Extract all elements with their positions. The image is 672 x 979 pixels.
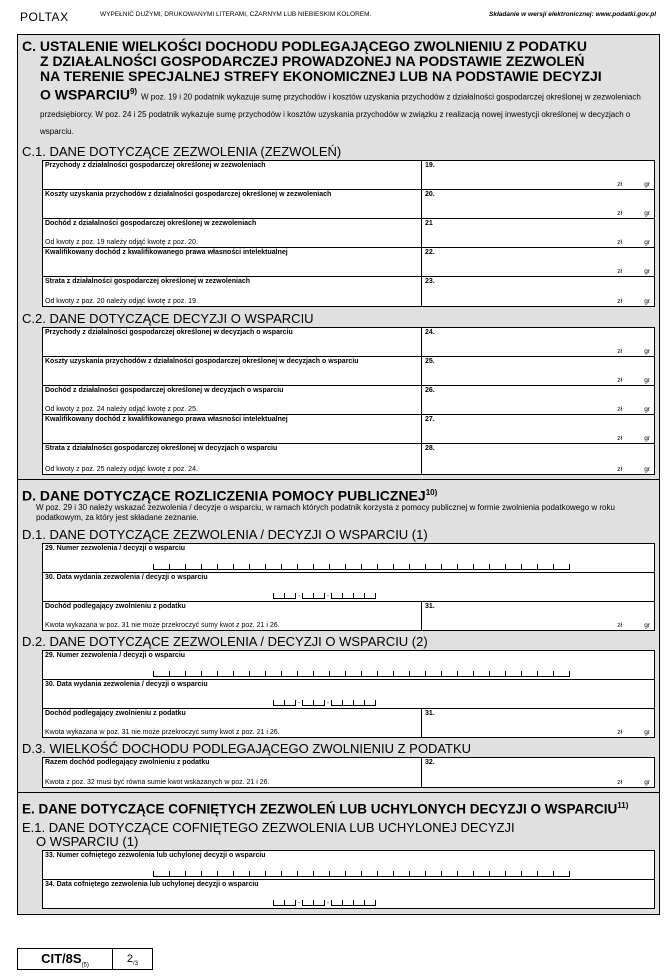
section-d3-rows <box>42 757 655 788</box>
field-row-31-2: Dochód podlegający zwolnieniu z podatku Kwota wykazana w poz. 31 nie może przekroczyć sumy kwot z poz. 21 i 26. 31. zł gr <box>43 709 654 738</box>
section-c2-rows <box>42 327 655 475</box>
form-footer <box>17 948 153 970</box>
field-row-25: Koszty uzyskania przychodów z działalności gospodarczej określonej w decyzjach o wsparciu 25. zł gr <box>43 357 654 386</box>
field-row-32: Razem dochód podlegający zwolnieniu z podatku Kwota z poz. 32 musi być równa sumie kwot wskazanych w poz. 21 i 26. 32. zł gr <box>43 758 654 788</box>
revoked-number-field[interactable]: 33. Numer cofniętego zezwolenia lub uchylonej decyzji o wsparciu <box>43 851 654 879</box>
section-e-title: E. DANE DOTYCZĄCE COFNIĘTYCH ZEZWOLEŃ LUB UCHYLONYCH DECYZJI O WSPARCIU$^{11)}$ <box>22 801 629 817</box>
field-row-19: Przychody z działalności gospodarczej określonej w zezwoleniach 19. zł gr <box>43 161 654 190</box>
amount-field-26[interactable]: 26. zł gr <box>425 386 650 413</box>
section-e1-title: E.1. DANE DOTYCZĄCE COFNIĘTEGO ZEZWOLENIA LUB UCHYLONEJ DECYZJI O WSPARCIU (1) <box>22 819 515 849</box>
amount-field-20[interactable]: 20. zł gr <box>425 190 650 217</box>
amount-field-22[interactable]: 22. zł gr <box>425 248 650 275</box>
fill-instruction: WYPEŁNIĆ DUŻYMI, DRUKOWANYMI LITERAMI, CZARNYM LUB NIEBIESKIM KOLOREM. <box>100 11 372 18</box>
amount-field-25[interactable]: 25. zł gr <box>425 357 650 384</box>
field-row-23: Strata z działalności gospodarczej określonej w zezwoleniach Od kwoty z poz. 20 należy odjąć kwotę z poz. 19. 23. zł gr <box>43 277 654 307</box>
amount-field-31-1[interactable]: 31. zł gr <box>425 603 650 630</box>
revoked-number-row <box>43 851 654 880</box>
section-c <box>18 35 659 480</box>
amount-field-27[interactable]: 27. zł gr <box>425 415 650 442</box>
section-d <box>18 480 659 794</box>
page-header <box>0 0 672 34</box>
section-c1-rows <box>42 160 655 307</box>
permit-number-row-1 <box>43 544 654 573</box>
permit-number-field-1[interactable]: 29. Numer zezwolenia / decyzji o wsparciu <box>43 544 654 572</box>
form-code: CIT/$8S_{(5)}$ <box>18 949 113 969</box>
section-c2-title: C.2. DANE DOTYCZĄCE DECYZJI O WSPARCIU <box>22 310 314 326</box>
section-e <box>18 793 659 914</box>
field-row-28: Strata z działalności gospodarczej określonej w decyzjach o wsparciu Od kwoty z poz. 25 należy odjąć kwotę z poz. 24. 28. zł gr <box>43 444 654 475</box>
section-e1-rows <box>42 850 655 909</box>
section-d2-rows <box>42 650 655 738</box>
revoked-date-field[interactable]: 34. Data cofniętego zezwolenia lub uchylonej decyzji o wsparciu - - <box>43 880 654 908</box>
section-d1-title: D.1. DANE DOTYCZĄCE ZEZWOLENIA / DECYZJI O WSPARCIU (1) <box>22 527 428 543</box>
electronic-filing-note: Składanie w wersji elektronicznej: www.podatki.gov.pl <box>489 11 656 18</box>
amount-field-31-2[interactable]: 31. zł gr <box>425 710 650 737</box>
permit-number-field-2[interactable]: 29. Numer zezwolenia / decyzji o wsparciu <box>43 651 654 679</box>
section-c-note: W poz. 19 i 20 podatnik wykazuje sumę przychodów i kosztów uzyskania przychodów z działalności gospodarczej określonej w zezwoleniach przedsiębiorcy. W poz. 24 i 25 podatnik wykazuje sumę przychodów i kosztów uzyskania przychodów w związku z realizacją nowej inwestycji określonej w decyzjach o wsparciu. <box>40 92 641 136</box>
permit-date-field-2[interactable]: 30. Data wydania zezwolenia / decyzji o wsparciu - - <box>43 680 654 708</box>
section-d3-title: D.3. WIELKOŚĆ DOCHODU PODLEGAJĄCEGO ZWOLNIENIU Z PODATKU <box>22 741 472 757</box>
field-row-31-1: Dochód podlegający zwolnieniu z podatku Kwota wykazana w poz. 31 nie może przekroczyć sumy kwot z poz. 21 i 26. 31. zł gr <box>43 602 654 631</box>
amount-field-28[interactable]: 28. zł gr <box>425 444 650 473</box>
section-d2-title: D.2. DANE DOTYCZĄCE ZEZWOLENIA / DECYZJI O WSPARCIU (2) <box>22 634 428 650</box>
amount-field-32[interactable]: 32. zł gr <box>425 759 650 787</box>
revoked-date-row <box>43 880 654 909</box>
section-d-note: W poz. 29 i 30 należy wskazać zezwolenia / decyzje o wsparciu, w ramach których podatnik korzysta z pomocy publicznej w formie zwolnienia podatkowego w roku podatkowym, za który jest składane zeznanie. <box>36 503 615 523</box>
field-row-26: Dochód z działalności gospodarczej określonej w decyzjach o wsparciu Od kwoty z poz. 24 należy odjąć kwotę z poz. 25. 26. zł gr <box>43 386 654 415</box>
field-row-21: Dochód z działalności gospodarczej określonej w zezwoleniach Od kwoty z poz. 19 należy odjąć kwotę z poz. 20. 21 zł gr <box>43 219 654 248</box>
field-row-22: Kwalifikowany dochód z kwalifikowanego prawa własności intelektualnej 22. zł gr <box>43 248 654 277</box>
permit-date-field-1[interactable]: 30. Data wydania zezwolenia / decyzji o wsparciu - - <box>43 573 654 601</box>
permit-date-row-1 <box>43 573 654 602</box>
page-number: $2_{/3}$ <box>126 953 139 968</box>
form-body <box>17 34 660 915</box>
amount-field-23[interactable]: 23. zł gr <box>425 277 650 305</box>
permit-number-row-2 <box>43 651 654 680</box>
field-row-24: Przychody z działalności gospodarczej określonej w decyzjach o wsparciu 24. zł gr <box>43 328 654 357</box>
section-c-title: C. USTALENIE WIELKOŚCI DOCHODU PODLEGAJĄCEGO ZWOLNIENIU Z PODATKU Z DZIAŁALNOŚCI GOSPODARCZEJ PROWADZONEJ NA PODSTAWIE ZEZWOLEŃ NA TERENIE SPECJALNEJ STREFY EKONOMICZNEJ LUB NA PODSTAWIE DECYZJI O WSPARCIU$^{9)}$ W poz. 19 i 20 podatnik wykazuje sumę przychodów i kosztów uzyskania przychodów z działalności gospodarczej określonej w zezwoleniach przedsiębiorcy. W poz. 24 i 25 podatnik wykazuje sumę przychodów i kosztów uzyskania przychodów w związku z realizacją nowej inwestycji określonej w decyzjach o wsparciu. <box>22 38 641 136</box>
section-d1-rows <box>42 543 655 631</box>
section-d-title: D. DANE DOTYCZĄCE ROZLICZENIA POMOCY PUBLICZNEJ$^{10)}$ <box>22 487 438 504</box>
permit-date-row-2 <box>43 680 654 709</box>
amount-field-21[interactable]: 21 zł gr <box>425 219 650 246</box>
section-c1-title: C.1. DANE DOTYCZĄCE ZEZWOLENIA (ZEZWOLEŃ) <box>22 143 342 159</box>
amount-field-19[interactable]: 19. zł gr <box>425 161 650 188</box>
field-row-27: Kwalifikowany dochód z kwalifikowanego prawa własności intelektualnej 27. zł gr <box>43 415 654 444</box>
field-row-20: Koszty uzyskania przychodów z działalności gospodarczej określonej w zezwoleniach 20. zł gr <box>43 190 654 219</box>
amount-field-24[interactable]: 24. zł gr <box>425 328 650 355</box>
brand-logo: POLTAX <box>20 10 69 24</box>
